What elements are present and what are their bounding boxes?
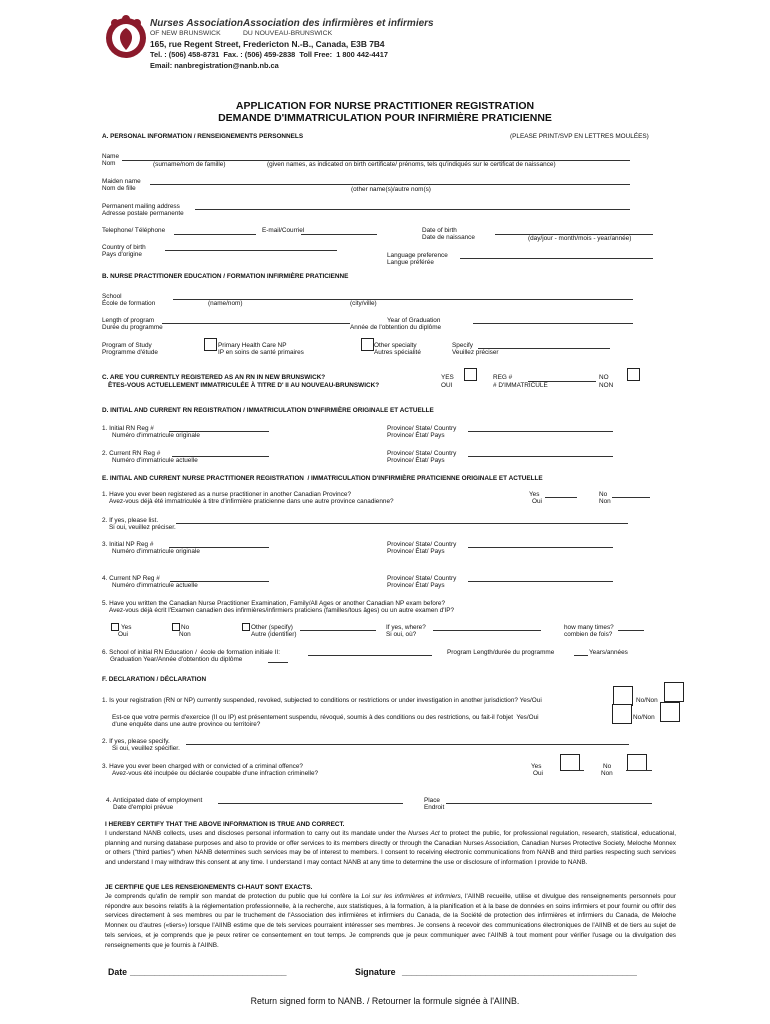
f-q3-en: 3. Have you ever been charged with or convicted of a criminal offence? [102,763,303,770]
e-q6-en: 6. School of initial RN Education / école de formation initiale II: [102,649,280,656]
initial-rn-prov-en: Province/ State/ Country [387,425,457,432]
f-place-field[interactable] [446,803,652,804]
grad-year-field[interactable] [473,323,633,324]
section-c-heading-fr: ÊTES-VOUS ACTUELLEMENT IMMATRICULÉE À TITRE D' II AU NOUVEAU-BRUNSWICK? [108,382,380,389]
country-label-fr: Pays d'origine [102,251,142,258]
given-names-caption: (given names, as indicated on birth certificate/ prénoms, tels qu'indiqués sur le certificat de naissance) [267,161,556,168]
f-q1-no-checkbox[interactable] [664,682,684,702]
f-q3-no-field[interactable] [626,770,652,771]
address-label-en: Permanent mailing address [102,203,180,210]
certify-heading-en: I HEREBY CERTIFY THAT THE ABOVE INFORMATION IS TRUE AND CORRECT. [105,821,345,828]
c-oui-label: OUI [441,382,453,389]
e-q5-times-fr: combien de fois? [564,631,613,638]
surname-caption: (surname/nom de famille) [153,161,226,168]
e-q5-where-field[interactable] [433,630,541,631]
date-label: Date [108,967,128,977]
e-q2-en: 2. If yes, please list. [102,517,159,524]
dob-format-caption: (day/jour - month/mois - year/année) [528,235,632,242]
email-label: E-mail/Courriel [262,227,305,234]
name-label-fr: Nom [102,160,116,167]
other-specialty-label-fr: Autres spécialité [374,349,421,356]
section-a-heading: A. PERSONAL INFORMATION / RENSEIGNEMENTS PERSONNELS [102,133,304,140]
org-email: Email: nanbregistration@nanb.nb.ca [150,61,279,70]
f-q1-no2: No/Non [633,714,655,721]
e-q5-times-en: how many times? [564,624,614,631]
f-q3-oui: Oui [533,770,543,777]
e-q5-fr: Avez-vous déjà écrit l'Examen canadien des infirmières/infirmiers praticiens (familles/tous âges) ou un autre examen d'IP? [109,607,455,614]
language-label-fr: Langue préférée [387,259,434,266]
e-q6-grad-field[interactable] [268,662,288,663]
e-q4-prov-field[interactable] [468,581,613,582]
e-q6-fr: Graduation Year/Année d'obtention du diplôme [110,656,243,663]
certify-paragraph-en: I understand NANB collects, uses and discloses personal information to carry out its mandate under the Nurses Act to protect the public, for professional regulation, research, statistical, educational, planning and nursing database purposes and also to provide or offer services to its members directly or through the Canadian Nurses Association, Canadian Nurses Protective Society, Meloche Monnex or others ("third parties") when NANB determines such services may be of interest to members. I consent to receiving electronic communications from NANB and third parties respecting such services and understand I may withdraw this consent at any time. I understand I may contact NANB at any time to determine the use or disclosure of information I provide to NANB. [105,830,677,867]
e-q1-oui: Oui [532,498,542,505]
section-e-heading: E. INITIAL AND CURRENT NURSE PRACTITIONER REGISTRATION / IMMATRICULATION D'INFIRMIÈRE PRATICIENNE ORIGINALE ET ACTUELLE [102,475,543,482]
e-q3-prov-field[interactable] [468,547,613,548]
certify-paragraph-fr: Je comprends qu'afin de remplir son mandat de protection du public que lui confère la Loi sur les infirmières et infirmiers, l'AIINB recueille, utilise et divulgue des renseignements personnels pour répondre aux besoins relatifs à la réglementation professionnelle, à la recherche, aux statistiques, à la formation, à la planification et à la base de données en soins infirmiers et pour fournir ou offrir des services directement à ses membres ou par le truchement de l'Association des infirmières et infirmiers du Canada, de la Société de protection des infirmières et infirmiers du Canada, de Meloche Monnex ou d'autres («tiers») lorsque l'AIINB estime que de tels services pourraient intéresser ses membres. Je consens à recevoir des communications électroniques de l'AIINB et de tiers au sujet de tels services, et je comprends que je peux retirer ce consentement en tout temps. Je comprends que je peux communiquer avec l'AIINB à tout moment pour vérifier l'usage ou la divulgation des renseignements que je fournis à l'AIINB. [105,893,676,949]
initial-rn-label-fr: Numéro d'immatricule originale [112,432,200,439]
email-field[interactable] [301,234,377,235]
e-q6-length: Program Length/durée du programme [447,649,555,656]
print-note: (PLEASE PRINT/SVP EN LETTRES MOULÉES) [510,133,649,140]
current-rn-prov-field[interactable] [468,456,613,457]
e-q1-yes-field[interactable] [545,497,577,498]
specify-label-fr: Veuillez préciser [452,349,499,356]
e-q3-en: 3. Initial NP Reg # [102,541,154,548]
e-q5-where-en: If yes, where? [386,624,426,631]
name-label-en: Name [102,153,120,160]
phc-np-label-fr: IP en soins de santé primaires [218,349,304,356]
language-label-en: Language preference [387,252,448,259]
specify-label-en: Specify [452,342,473,349]
f-q1-yes-checkbox[interactable] [613,686,633,706]
address-label-fr: Adresse postale permanente [102,210,184,217]
school-city-caption: (city/ville) [350,300,377,307]
length-label-fr: Durée du programme [102,324,163,331]
e-q5-oui: Oui [118,631,128,638]
phc-np-label-en: Primary Health Care NP [218,342,287,349]
current-rn-label-fr: Numéro d'immatricule actuelle [112,457,198,464]
other-specialty-label-en: Other specialty [374,342,417,349]
language-field[interactable] [460,258,653,259]
e-q3-prov-fr: Province/ État/ Pays [387,548,445,555]
school-label-fr: École de formation [102,300,156,307]
current-rn-prov-en: Province/ State/ Country [387,450,457,457]
school-name-caption: (name/nom) [208,300,243,307]
program-label-en: Program of Study [102,342,152,349]
certify-heading-fr: JE CERTIFIE QUE LES RENSEIGNEMENTS CI-HAUT SONT EXACTS. [105,884,313,891]
f-place-fr: Endroit [424,804,445,811]
signature-field[interactable]: ________________________________________________ [402,967,637,977]
country-label-en: Country of birth [102,244,146,251]
f-q2-en: 2. If yes, please specify. [102,738,170,745]
current-rn-prov-fr: Province/ État/ Pays [387,457,445,464]
f-q1-en: 1. Is your registration (RN or NP) currently suspended, revoked, subjected to conditions or restrictions or under investigation in another jurisdiction? Yes/Oui [102,697,542,704]
program-label-fr: Programme d'étude [102,349,158,356]
e-q4-prov-fr: Province/ État/ Pays [387,582,445,589]
maiden-name-label-fr: Nom de fille [102,185,136,192]
c-no-label: NO [599,374,609,381]
current-rn-label-en: 2. Current RN Reg # [102,450,161,457]
e-q3-prov-en: Province/ State/ Country [387,541,457,548]
f-q3-yes-checkbox[interactable] [560,754,580,771]
org-phones: Tel. : (506) 458-8731 Fax. : (506) 459-2838 Toll Free: 1 800 442-4417 [150,50,389,59]
c-yes-label: YES [441,374,454,381]
c-no-checkbox[interactable] [627,368,640,381]
e-q1-fr: Avez-vous déjà été immatriculée à titre d'infirmière praticienne dans une autre province canadienne? [109,498,394,505]
telephone-label: Telephone/ Téléphone [102,227,166,234]
e-q5-other-checkbox[interactable] [242,623,250,631]
e-q1-non: Non [599,498,611,505]
section-d-heading: D. INITIAL AND CURRENT RN REGISTRATION / IMMATRICULATION D'INFIRMIÈRE ORIGINALE ET ACTUELLE [102,407,434,414]
c-non-label: NON [599,382,614,389]
e-q5-times-field[interactable] [618,630,644,631]
e-q5-other-field[interactable] [300,630,376,631]
other-names-caption: (other name(s)/autre nom(s) [351,186,431,193]
f-q4-fr: Date d'emploi prévue [113,804,174,811]
form-title-en: APPLICATION FOR NURSE PRACTITIONER REGISTRATION [235,100,535,112]
e-q6-school-field[interactable] [308,655,432,656]
phc-np-checkbox[interactable] [204,338,217,351]
e-q4-prov-en: Province/ State/ Country [387,575,457,582]
e-q5-no: No [181,624,190,631]
specify-field[interactable] [478,348,610,349]
f-q3-non: Non [601,770,613,777]
f-q3-fr: Avez-vous été inculpée ou déclarée coupable d'une infraction criminelle? [112,770,319,777]
return-instruction: Return signed form to NANB. / Retourner la formule signée à l'AIINB. [250,996,520,1006]
grad-year-label-en: Year of Graduation [387,317,441,324]
c-yes-checkbox[interactable] [464,368,477,381]
school-label-en: School [102,293,122,300]
e-q4-fr: Numéro d'immatricule actuelle [112,582,198,589]
maiden-name-label-en: Maiden name [102,178,141,185]
initial-rn-prov-field[interactable] [468,431,613,432]
other-specialty-checkbox[interactable] [361,338,374,351]
org-name-en: Nurses Association [150,18,243,29]
grad-year-label-fr: Année de l'obtention du diplôme [350,324,442,331]
e-q5-where-fr: Si oui, où? [386,631,417,638]
e-q1-no-field[interactable] [612,497,650,498]
telephone-field[interactable] [174,234,256,235]
f-q4-date-field[interactable] [218,803,403,804]
e-q5-en: 5. Have you written the Canadian Nurse Practitioner Examination, Family/All Ages or another Canadian NP exam before? [102,600,446,607]
f-q1-no: No/Non [636,697,658,704]
e-q6-years: Years/années [589,649,628,656]
reg-number-field[interactable] [528,381,596,382]
f-q1-non-checkbox[interactable] [660,702,680,722]
reg-number-label-en: REG # [493,374,513,381]
e-q1-en: 1. Have you ever been registered as a nurse practitioner in another Canadian Province? [102,491,352,498]
org-name-fr-2: DU NOUVEAU-BRUNSWICK [243,30,333,37]
e-q5-non: Non [179,631,191,638]
e-q5-other-fr: Autre (identifier) [251,631,297,638]
f-q1-oui-checkbox[interactable] [612,704,632,724]
dob-label-en: Date of birth [422,227,457,234]
initial-rn-prov-fr: Province/ État/ Pays [387,432,445,439]
f-q1-fr: Est-ce que votre permis d'exercice (II ou IP) est présentement suspendu, révoqué, soumis à des conditions ou des restrictions, ou fait-il l'objet Yes/Oui [112,714,539,721]
f-q3-yes: Yes [531,763,542,770]
e-q1-yes: Yes [529,491,540,498]
e-q2-fr: Si oui, veuillez préciser. [109,524,176,531]
f-q2-field[interactable] [186,744,629,745]
e-q5-no-checkbox[interactable] [172,623,180,631]
e-q6-length-field[interactable] [574,655,588,656]
signature-label: Signature [355,967,396,977]
f-q3-no: No [603,763,612,770]
org-name-fr: Association des infirmières et infirmiers [243,18,434,29]
form-title-fr: DEMANDE D'IMMATRICULATION POUR INFIRMIÈRE PRATICIENNE [218,112,552,124]
initial-rn-label-en: 1. Initial RN Reg # [102,425,154,432]
e-q2-field[interactable] [176,523,628,524]
f-q4-en: 4. Anticipated date of employment [106,797,203,804]
section-f-heading: F. DECLARATION / DÉCLARATION [102,676,207,683]
org-address: 165, rue Regent Street, Fredericton N.-B., Canada, E3B 7B4 [150,39,385,49]
address-field[interactable] [195,209,630,210]
e-q4-en: 4. Current NP Reg # [102,575,160,582]
maiden-name-field[interactable] [150,184,630,185]
section-c-heading-en: C. ARE YOU CURRENTLY REGISTERED AS AN RN IN NEW BRUNSWICK? [102,374,326,381]
length-label-en: Length of program [102,317,155,324]
f-q1-fr2: d'une enquête dans une autre province ou territoire? [112,721,261,728]
e-q5-yes: Yes [121,624,132,631]
reg-number-label-fr: # D'IMMATRICULE [493,382,548,389]
f-q2-fr: Si oui, veuillez spécifier. [112,745,180,752]
e-q5-yes-checkbox[interactable] [111,623,119,631]
date-field[interactable]: ________________________________ [130,967,287,977]
f-q3-yes-field[interactable] [570,770,584,771]
country-field[interactable] [165,250,337,251]
length-field[interactable] [162,323,350,324]
section-b-heading: B. NURSE PRACTITIONER EDUCATION / FORMATION INFIRMIÈRE PRATICIENNE [102,273,349,280]
nanb-logo [103,14,149,60]
e-q5-other-en: Other (specify) [251,624,293,631]
e-q1-no: No [599,491,608,498]
f-place-en: Place [424,797,440,804]
org-name-en-2: OF NEW BRUNSWICK [150,30,221,37]
e-q3-fr: Numéro d'immatricule originale [112,548,200,555]
f-q3-no-checkbox[interactable] [627,754,647,771]
dob-label-fr: Date de naissance [422,234,475,241]
